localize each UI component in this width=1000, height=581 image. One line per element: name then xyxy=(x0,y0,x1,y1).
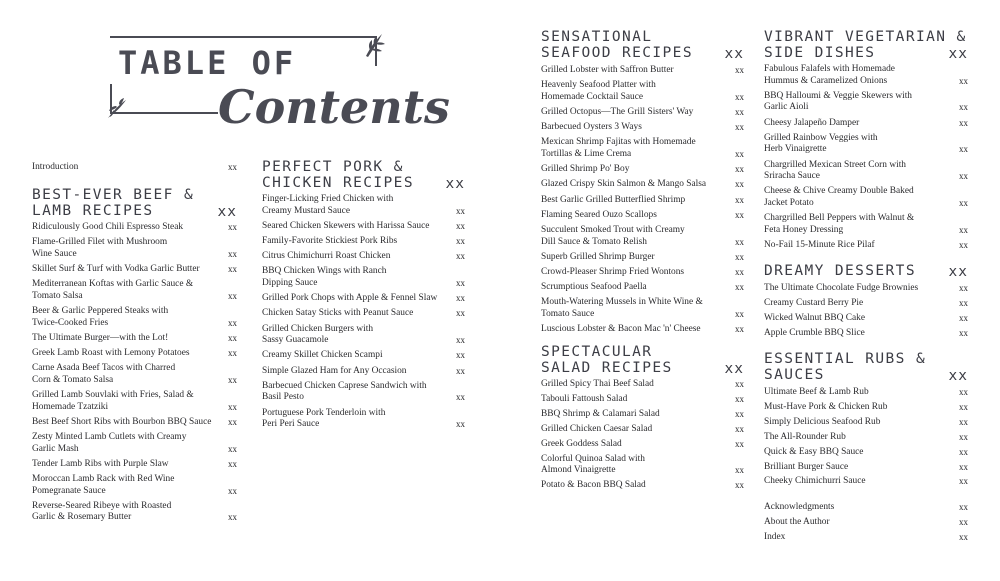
page-ref: xx xyxy=(959,387,968,397)
toc-entry[interactable] xyxy=(32,363,237,386)
page-ref: xx xyxy=(735,251,744,262)
page-ref: xx xyxy=(735,408,744,419)
toc-entry[interactable] xyxy=(541,122,744,134)
toc-entry[interactable] xyxy=(764,240,968,252)
page-ref: xx xyxy=(228,443,237,454)
page-ref: xx xyxy=(959,328,968,338)
toc-entry-title: Grilled Chicken Burgers with Sassy Guacamole xyxy=(262,323,374,346)
toc-entry[interactable] xyxy=(541,65,744,77)
page-ref: xx xyxy=(735,122,744,133)
page-ref: xx xyxy=(228,416,237,427)
page-ref: xx xyxy=(959,171,968,182)
toc-entry-title: Greek Goddess Salad xyxy=(541,438,622,449)
page-ref: xx xyxy=(456,419,465,430)
toc-entry[interactable] xyxy=(764,64,968,87)
page-ref: xx xyxy=(735,423,744,434)
page-ref: xx xyxy=(724,360,744,377)
toc-entry-title: Crowd-Pleaser Shrimp Fried Wontons xyxy=(541,267,685,277)
toc-entry-title: Scrumptious Seafood Paella xyxy=(541,282,647,293)
page-ref: xx xyxy=(456,392,465,403)
toc-entry[interactable] xyxy=(262,221,465,233)
page-ref: xx xyxy=(735,438,744,449)
page-ref: xx xyxy=(959,461,968,472)
toc-entry[interactable] xyxy=(764,160,968,183)
toc-entry[interactable] xyxy=(541,439,744,451)
section-heading-pork-chicken: PERFECT PORK & CHICKEN RECIPES xx xyxy=(262,159,465,192)
toc-entry-introduction[interactable]: Introduction xx xyxy=(32,162,237,172)
toc-entry[interactable] xyxy=(764,298,968,310)
toc-entry-title: Family-Favorite Stickiest Pork Ribs xyxy=(262,236,398,246)
page-ref: xx xyxy=(959,516,968,527)
toc-entry-title: Zesty Minted Lamb Cutlets with Creamy Garlic Mash xyxy=(32,432,187,454)
toc-entry[interactable] xyxy=(541,195,744,207)
toc-entry-title: Chargrilled Bell Peppers with Walnut & Feta Honey Dressing xyxy=(764,213,915,235)
page-ref: xx xyxy=(228,222,237,232)
page-ref: xx xyxy=(456,205,465,216)
toc-entry-title: Mouth-Watering Mussels in White Wine & Tomato Sauce xyxy=(541,297,703,319)
toc-entry-title: Tabouli Fattoush Salad xyxy=(541,393,628,404)
page-ref: xx xyxy=(228,374,237,385)
page-ref: xx xyxy=(735,393,744,404)
page-ref: xx xyxy=(959,102,968,113)
toc-entry-title: Fabulous Falafels with Homemade Hummus & Caramelized Onions xyxy=(764,64,895,86)
page-ref: xx xyxy=(735,148,744,159)
toc-entry[interactable] xyxy=(764,447,968,459)
toc-entry-title: Quick & Easy BBQ Sauce xyxy=(764,446,864,457)
toc-entry[interactable] xyxy=(541,297,744,320)
page-ref: xx xyxy=(959,75,968,86)
page-ref: xx xyxy=(456,277,465,288)
toc-entry-title: The Ultimate Burger—with the Lot! xyxy=(32,332,169,343)
page-ref: xx xyxy=(456,293,465,304)
page-ref: xx xyxy=(959,240,968,250)
toc-entry[interactable] xyxy=(541,210,744,222)
page-ref: xx xyxy=(735,65,744,75)
page-ref: xx xyxy=(959,431,968,442)
toc-entry-title: Simply Delicious Seafood Rub xyxy=(764,416,881,427)
toc-entry-title: Acknowledgments xyxy=(764,502,835,512)
toc-entry-title: BBQ Halloumi & Veggie Skewers with Garlic Aioli xyxy=(764,90,912,113)
toc-entry[interactable] xyxy=(764,517,968,529)
toc-entry-title: Flaming Seared Ouzo Scallops xyxy=(541,209,657,220)
section-heading-desserts: DREAMY DESSERTS xx xyxy=(764,263,968,280)
toc-entry[interactable] xyxy=(262,236,465,248)
page-ref: xx xyxy=(456,308,465,319)
page-ref: xx xyxy=(735,107,744,117)
page-ref: xx xyxy=(959,416,968,427)
title-frame-top xyxy=(110,36,375,38)
toc-entry[interactable] xyxy=(764,402,968,414)
toc-entry[interactable] xyxy=(541,137,744,160)
page-ref: xx xyxy=(217,203,237,220)
page-ref: xx xyxy=(959,224,968,235)
toc-entry-title: Tender Lamb Ribs with Purple Slaw xyxy=(32,458,169,469)
toc-entry[interactable] xyxy=(541,454,744,477)
page-ref: xx xyxy=(735,282,744,293)
toc-entry-title: Flame-Grilled Filet with Mushroom Wine Sauce xyxy=(32,237,168,259)
toc-entry-title: Brilliant Burger Sauce xyxy=(764,461,849,472)
page-ref: xx xyxy=(456,365,465,376)
toc-entry-title: Creamy Custard Berry Pie xyxy=(764,298,864,308)
page-ref: xx xyxy=(228,512,237,523)
toc-entry-title: Best Beef Short Ribs with Bourbon BBQ Sauce xyxy=(32,416,212,427)
toc-entry[interactable] xyxy=(541,107,744,119)
toc-entry-title: Cheese & Chive Creamy Double Baked Jacket Potato xyxy=(764,186,914,208)
toc-entry-title: Grilled Pork Chops with Apple & Fennel Slaw xyxy=(262,293,438,304)
toc-entry-title: Grilled Lobster with Saffron Butter xyxy=(541,65,674,75)
toc-entry[interactable] xyxy=(541,252,744,264)
page-ref: xx xyxy=(735,164,744,175)
section-heading-vegetarian: VIBRANT VEGETARIAN & SIDE DISHES xx xyxy=(764,29,968,62)
page-ref: xx xyxy=(959,502,968,512)
toc-entry[interactable] xyxy=(764,328,968,340)
toc-entry-title: Cheesy Jalapeño Damper xyxy=(764,117,860,128)
page-ref: xx xyxy=(228,290,237,301)
toc-entry-title: Finger-Licking Fried Chicken with Creamy Mustard Sauce xyxy=(262,194,394,216)
page-ref: xx xyxy=(445,175,465,192)
toc-entry[interactable] xyxy=(764,476,968,488)
toc-entry[interactable] xyxy=(262,194,465,217)
toc-entry-title: Greek Lamb Roast with Lemony Potatoes xyxy=(32,348,190,358)
toc-entry[interactable] xyxy=(541,179,744,191)
toc-entry-title: Barbecued Oysters 3 Ways xyxy=(541,122,642,133)
toc-entry[interactable] xyxy=(262,266,465,289)
toc-title-line1: TABLE OF xyxy=(118,44,297,82)
toc-entry-title: Wicked Walnut BBQ Cake xyxy=(764,313,866,323)
toc-entry[interactable] xyxy=(32,348,237,360)
toc-entry[interactable] xyxy=(32,459,237,471)
toc-entry-title: BBQ Shrimp & Calamari Salad xyxy=(541,408,660,419)
toc-entry[interactable] xyxy=(262,408,465,431)
toc-entry-title: The Ultimate Chocolate Fudge Brownies xyxy=(764,283,919,293)
toc-entry-title: Luscious Lobster & Bacon Mac 'n' Cheese xyxy=(541,324,701,335)
section-heading-rubs-sauces: ESSENTIAL RUBS & SAUCES xx xyxy=(764,351,968,384)
toc-entry-title: The All-Rounder Rub xyxy=(764,431,846,442)
page-ref: xx xyxy=(735,465,744,475)
toc-entry[interactable] xyxy=(262,350,465,362)
toc-entry[interactable] xyxy=(764,283,968,295)
toc-entry[interactable] xyxy=(764,502,968,514)
toc-entry-title: Cheeky Chimichurri Sauce xyxy=(764,476,866,487)
toc-entry[interactable] xyxy=(32,264,237,276)
page-ref: xx xyxy=(959,531,968,542)
page-ref: xx xyxy=(959,476,968,487)
toc-entry-title: Creamy Skillet Chicken Scampi xyxy=(262,350,383,361)
page-ref: xx xyxy=(959,283,968,293)
toc-entry-title: Superb Grilled Shrimp Burger xyxy=(541,251,655,262)
toc-entry-title: Beer & Garlic Peppered Steaks with Twice-Cooked Fries xyxy=(32,306,169,328)
toc-entry-title: Chicken Satay Sticks with Peanut Sauce xyxy=(262,308,414,319)
toc-entry[interactable] xyxy=(541,324,744,336)
toc-title-line2: Contents xyxy=(218,80,450,134)
toc-entry[interactable] xyxy=(541,267,744,279)
toc-entry-title: Best Garlic Grilled Butterflied Shrimp xyxy=(541,194,686,205)
toc-entry[interactable] xyxy=(32,222,237,234)
toc-entry-title: Grilled Lamb Souvlaki with Fries, Salad & Homemade Tzatziki xyxy=(32,390,194,412)
toc-entry[interactable] xyxy=(262,381,465,404)
page-ref: xx xyxy=(948,264,968,280)
toc-entry[interactable] xyxy=(262,308,465,320)
page-ref: xx xyxy=(735,480,744,490)
toc-entry-title: No-Fail 15-Minute Rice Pilaf xyxy=(764,240,875,250)
toc-entry-title: Glazed Crispy Skin Salmon & Mango Salsa xyxy=(541,179,707,190)
toc-entry[interactable] xyxy=(764,133,968,156)
page-ref: xx xyxy=(228,317,237,328)
toc-entry[interactable] xyxy=(32,333,237,345)
toc-entry-title: Grilled Octopus—The Grill Sisters' Way xyxy=(541,107,694,117)
toc-entry[interactable] xyxy=(764,91,968,114)
page-ref: xx xyxy=(735,236,744,247)
page-ref: xx xyxy=(959,117,968,128)
section-heading-seafood: SENSATIONAL SEAFOOD RECIPES xx xyxy=(541,29,744,62)
toc-entry[interactable] xyxy=(32,432,237,455)
toc-entry[interactable] xyxy=(32,417,237,429)
toc-entry[interactable] xyxy=(764,213,968,236)
page-ref: xx xyxy=(959,401,968,412)
toc-entry-title: Seared Chicken Skewers with Harissa Sauce xyxy=(262,220,430,231)
toc-entry[interactable] xyxy=(541,80,744,103)
page-ref: xx xyxy=(456,236,465,246)
toc-entry-title: Skillet Surf & Turf with Vodka Garlic Butter xyxy=(32,264,200,274)
toc-entry[interactable] xyxy=(764,462,968,474)
page-ref: xx xyxy=(735,267,744,277)
toc-entry-title: Heavenly Seafood Platter with Homemade Cocktail Sauce xyxy=(541,80,656,102)
toc-entry[interactable] xyxy=(541,379,744,391)
page-ref: xx xyxy=(228,458,237,469)
toc-entry-title: Grilled Shrimp Po' Boy xyxy=(541,164,630,175)
page-ref: xx xyxy=(228,332,237,343)
toc-entry[interactable] xyxy=(764,118,968,130)
toc-entry[interactable] xyxy=(32,474,237,497)
page-ref: xx xyxy=(735,324,744,335)
toc-entry-title: Moroccan Lamb Rack with Red Wine Pomegranate Sauce xyxy=(32,474,175,496)
toc-entry-title: Grilled Chicken Caesar Salad xyxy=(541,423,653,434)
toc-entry[interactable] xyxy=(32,306,237,329)
page-ref: xx xyxy=(228,401,237,412)
leaf-ornament-icon xyxy=(360,30,388,60)
toc-entry[interactable] xyxy=(32,237,237,260)
toc-entry-title: Simple Glazed Ham for Any Occasion xyxy=(262,365,407,376)
leaf-ornament-icon xyxy=(104,96,130,122)
page-ref: xx xyxy=(456,350,465,361)
toc-entry-title: Carne Asada Beef Tacos with Charred Corn & Tomato Salsa xyxy=(32,363,176,385)
toc-entry-title: Portuguese Pork Tenderloin with Peri Peri Sauce xyxy=(262,407,386,430)
page-ref: xx xyxy=(228,264,237,274)
page-ref: xx xyxy=(456,220,465,231)
page-ref: xx xyxy=(456,251,465,262)
page-ref: xx xyxy=(959,313,968,323)
toc-entry[interactable] xyxy=(541,225,744,248)
toc-entry-title: Apple Crumble BBQ Slice xyxy=(764,328,865,338)
toc-entry[interactable] xyxy=(262,293,465,305)
page-ref: xx xyxy=(735,179,744,190)
page-ref: xx xyxy=(228,485,237,496)
toc-entry-title: Ridiculously Good Chili Espresso Steak xyxy=(32,222,184,232)
toc-entry[interactable] xyxy=(32,279,237,302)
toc-entry[interactable] xyxy=(541,394,744,406)
toc-title-block xyxy=(110,36,450,156)
toc-entry[interactable] xyxy=(541,480,744,492)
toc-entry[interactable] xyxy=(764,432,968,444)
toc-entry-title: Ultimate Beef & Lamb Rub xyxy=(764,387,869,397)
section-heading-salad: SPECTACULAR SALAD RECIPES xx xyxy=(541,344,744,377)
toc-entry-title: Barbecued Chicken Caprese Sandwich with Basil Pesto xyxy=(262,380,427,403)
toc-entry[interactable] xyxy=(262,366,465,378)
page-ref: xx xyxy=(959,197,968,208)
toc-entry[interactable] xyxy=(32,501,237,524)
page-ref: xx xyxy=(735,209,744,220)
toc-entry-title: Must-Have Pork & Chicken Rub xyxy=(764,401,888,412)
toc-entry[interactable] xyxy=(764,417,968,429)
toc-entry[interactable] xyxy=(541,409,744,421)
page-ref: xx xyxy=(959,144,968,155)
page-ref: xx xyxy=(456,335,465,346)
toc-entry-title: About the Author xyxy=(764,516,830,527)
toc-entry[interactable] xyxy=(764,186,968,209)
toc-entry[interactable] xyxy=(764,313,968,325)
toc-entry-title: Succulent Smoked Trout with Creamy Dill Sauce & Tomato Relish xyxy=(541,225,685,247)
page-ref: xx xyxy=(735,308,744,319)
toc-entry[interactable] xyxy=(262,251,465,263)
page-ref: xx xyxy=(948,367,968,384)
page-ref: xx xyxy=(228,348,237,358)
toc-entry[interactable] xyxy=(541,282,744,294)
toc-entry-title: BBQ Chicken Wings with Ranch Dipping Sauce xyxy=(262,266,387,288)
toc-entry-title: Grilled Rainbow Veggies with Herb Vinaigrette xyxy=(764,132,878,155)
page-ref: xx xyxy=(228,248,237,259)
page-ref: xx xyxy=(735,91,744,102)
toc-entry[interactable] xyxy=(764,532,968,544)
toc-entry[interactable] xyxy=(32,390,237,413)
toc-entry-title: Grilled Spicy Thai Beef Salad xyxy=(541,379,654,389)
toc-entry-title: Mediterranean Koftas with Garlic Sauce & Tomato Salsa xyxy=(32,279,194,301)
toc-entry-title: Reverse-Seared Ribeye with Roasted Garlic & Rosemary Butter xyxy=(32,500,172,523)
page-ref: xx xyxy=(735,379,744,389)
toc-entry-title: Citrus Chimichurri Roast Chicken xyxy=(262,251,391,262)
toc-entry-title: Chargrilled Mexican Street Corn with Sriracha Sauce xyxy=(764,159,906,182)
page-ref: xx xyxy=(959,446,968,457)
page-ref: xx xyxy=(724,45,744,62)
toc-entry-title: Potato & Bacon BBQ Salad xyxy=(541,480,646,490)
toc-entry-title: Index xyxy=(764,531,786,542)
page-ref: xx xyxy=(948,45,968,62)
toc-entry[interactable] xyxy=(262,324,465,347)
page-ref: xx xyxy=(959,298,968,308)
section-heading-beef-lamb: BEST-EVER BEEF & LAMB RECIPES xx xyxy=(32,187,237,220)
toc-entry-title: Mexican Shrimp Fajitas with Homemade Tortillas & Lime Crema xyxy=(541,137,696,159)
toc-entry[interactable] xyxy=(764,387,968,399)
page-ref: xx xyxy=(735,194,744,205)
toc-entry[interactable] xyxy=(541,424,744,436)
toc-entry-title: Colorful Quinoa Salad with Almond Vinaigrette xyxy=(541,453,645,475)
page-ref: xx xyxy=(228,162,237,172)
toc-entry[interactable] xyxy=(541,164,744,176)
